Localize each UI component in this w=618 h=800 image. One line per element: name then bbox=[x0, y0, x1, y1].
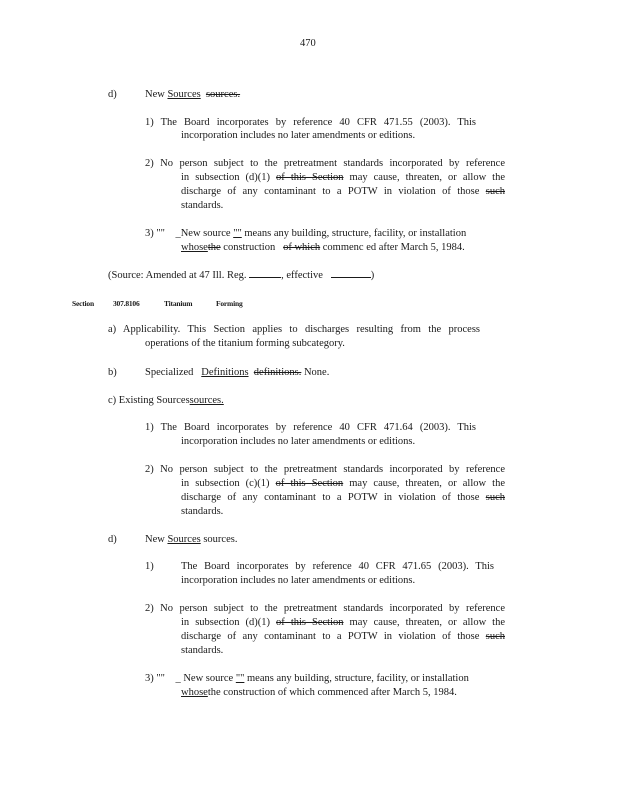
d-subitem-1-line1: The Board incorporates by reference 40 CFR 471.65 (2003). This bbox=[181, 561, 494, 572]
struck-text: sources. bbox=[205, 89, 241, 100]
c-subitem-1-line2: incorporation includes no later amendments or editions. bbox=[181, 436, 416, 447]
inserted-text: Sources bbox=[167, 534, 201, 545]
subitem-2-line1: 2) No person subject to the pretreatment standards incorporated by reference bbox=[145, 158, 505, 169]
subitem-3-line1: 3) "" _New source "" means any building, structure, facility, or installation bbox=[145, 228, 467, 239]
subitem-2-line4: standards. bbox=[181, 200, 224, 211]
heading-text: New bbox=[145, 89, 168, 100]
item-marker-b: b) bbox=[108, 367, 117, 378]
d-subitem-1-line2: incorporation includes no later amendments or editions. bbox=[181, 575, 416, 586]
blank-effective-date bbox=[331, 268, 371, 278]
item-marker-d: d) bbox=[108, 89, 117, 100]
struck-text: such bbox=[485, 631, 505, 642]
c-subitem-1-line1: 1) The Board incorporates by reference 40 CFR 471.64 (2003). This bbox=[145, 422, 476, 433]
subitem-2-line2: in subsection (d)(1) of this Section may cause, threaten, or allow the bbox=[181, 172, 506, 183]
struck-text: of this Section bbox=[275, 478, 344, 489]
struck-text: such bbox=[485, 492, 505, 503]
struck-text: of this Section bbox=[276, 172, 344, 183]
section-word: Section bbox=[72, 299, 94, 308]
item-heading-new-sources bbox=[145, 88, 240, 101]
d-subitem-3-line1: 3) "" _ New source "" means any building, structure, facility, or installation bbox=[145, 673, 469, 684]
subitem-1-cont: incorporation includes no later amendments or editions. bbox=[181, 130, 416, 141]
blank-reg-number bbox=[249, 268, 281, 278]
subitem-1-line: 1) The Board incorporates by reference 40 CFR 471.55 (2003). This bbox=[145, 117, 476, 128]
existing-sources-heading: c) Existing Sourcessources. bbox=[108, 395, 224, 406]
source-note: (Source: Amended at 47 Ill. Reg. , effective ) bbox=[108, 270, 375, 281]
c-subitem-2-line4: standards. bbox=[181, 506, 224, 517]
section-number: 307.8106 bbox=[113, 299, 140, 308]
item-marker-d2: d) bbox=[108, 534, 117, 545]
struck-text: such bbox=[485, 186, 505, 197]
d-subitem-2-line2: in subsection (d)(1) of this Section may cause, threaten, or allow the bbox=[181, 617, 506, 628]
c-subitem-2-line3: discharge of any contaminant to a POTW in violation of those such bbox=[181, 492, 505, 503]
d-subitem-2-line1: 2) No person subject to the pretreatment standards incorporated by reference bbox=[145, 603, 505, 614]
d-subitem-1-marker: 1) bbox=[145, 561, 154, 572]
d-subitem-2-line4: standards. bbox=[181, 645, 224, 656]
page-number: 470 bbox=[300, 38, 316, 49]
new-sources-heading: New Sources sources. bbox=[145, 534, 238, 545]
inserted-text: Definitions bbox=[201, 367, 249, 378]
d-subitem-2-line3: discharge of any contaminant to a POTW in violation of those such bbox=[181, 631, 505, 642]
inserted-text: Sources bbox=[167, 89, 201, 100]
applicability-line2: operations of the titanium forming subcategory. bbox=[145, 338, 345, 349]
struck-text: of this Section bbox=[276, 617, 344, 628]
c-subitem-2-line1: 2) No person subject to the pretreatment standards incorporated by reference bbox=[145, 464, 505, 475]
inserted-text: sources. bbox=[189, 395, 224, 406]
applicability-line1: a) Applicability. This Section applies to discharges resulting from the process bbox=[108, 324, 480, 335]
d-subitem-3-line2: whosethe construction of which commenced after March 5, 1984. bbox=[181, 687, 457, 698]
subitem-3-line2: whosethe construction of which commenc ed after March 5, 1984. bbox=[181, 242, 465, 253]
subitem-2-line3: discharge of any contaminant to a POTW in violation of those such bbox=[181, 186, 505, 197]
section-title-part2: Forming bbox=[216, 299, 243, 308]
section-title-part1: Titanium bbox=[164, 299, 193, 308]
struck-text: definitions. bbox=[253, 367, 302, 378]
definitions-line: Specialized Definitions definitions. None. bbox=[145, 367, 330, 378]
c-subitem-2-line2: in subsection (c)(1) of this Section may cause, threaten, or allow the bbox=[181, 478, 505, 489]
